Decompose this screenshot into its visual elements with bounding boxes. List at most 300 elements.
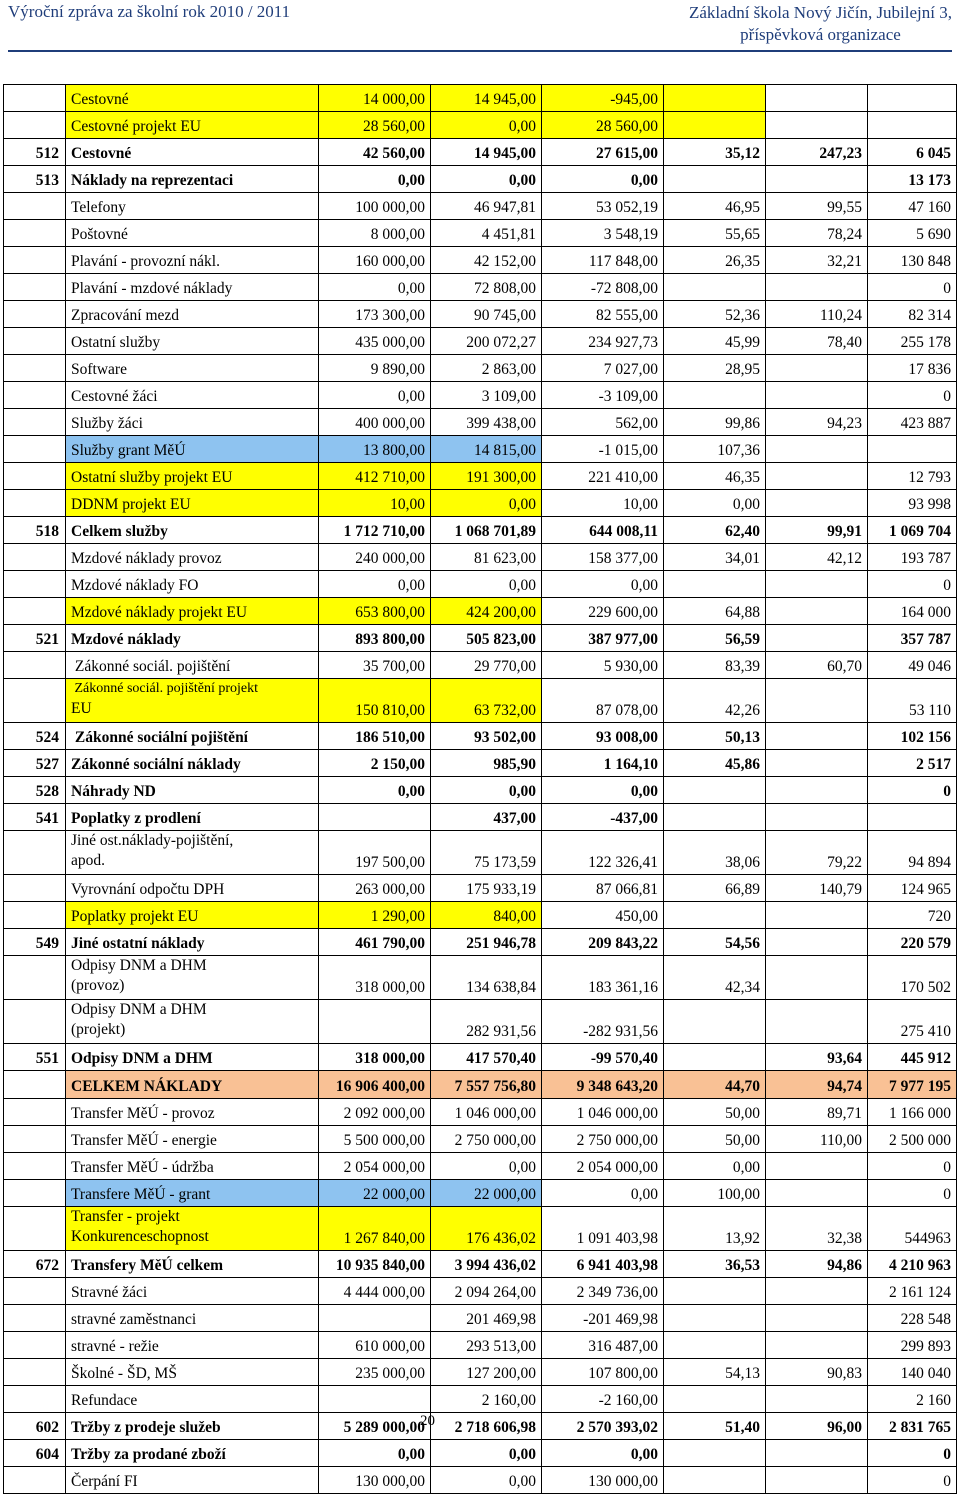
table-row <box>4 1278 957 1305</box>
value-cell-2: 134 638,84 <box>431 956 542 1000</box>
row-label-line: Jiné ostatní náklady <box>71 935 205 952</box>
value-cell-5: 79,22 <box>766 831 868 875</box>
table-row <box>4 598 957 625</box>
value-cell-6: 0 <box>868 274 957 301</box>
row-label-line: Transfere MěÚ - grant <box>71 1186 211 1203</box>
value-cell-5 <box>766 723 868 750</box>
value-cell-3: 87 078,00 <box>542 679 664 723</box>
value-cell-6: 2 831 765 <box>868 1413 957 1440</box>
value-cell-5 <box>766 750 868 777</box>
row-label-line: (projekt) <box>71 1021 126 1038</box>
row-label-line: Tržby z prodeje služeb <box>71 1419 221 1436</box>
table-row <box>4 1099 957 1126</box>
row-label-line: Jiné ost.náklady-pojištění, <box>71 832 234 849</box>
value-cell-6: 0 <box>868 382 957 409</box>
value-cell-2: 201 469,98 <box>431 1305 542 1332</box>
value-cell-4: 66,89 <box>664 875 766 902</box>
account-code <box>4 831 66 875</box>
value-cell-2: 90 745,00 <box>431 301 542 328</box>
value-cell-2: 0,00 <box>431 571 542 598</box>
value-cell-6: 2 160 <box>868 1386 957 1413</box>
row-label-line: Odpisy DNM a DHM <box>71 1001 207 1018</box>
value-cell-6: 93 998 <box>868 490 957 517</box>
value-cell-5: 247,23 <box>766 139 868 166</box>
table-row <box>4 1251 957 1278</box>
row-label-line: stravné zaměstnanci <box>71 1311 197 1328</box>
value-cell-3: 10,00 <box>542 490 664 517</box>
row-label <box>66 166 319 193</box>
row-label-line: Mzdové náklady FO <box>71 577 199 594</box>
value-cell-6: 170 502 <box>868 956 957 1000</box>
value-cell-4: 83,39 <box>664 652 766 679</box>
row-label <box>66 193 319 220</box>
value-cell-3: 221 410,00 <box>542 463 664 490</box>
value-cell-2: 985,90 <box>431 750 542 777</box>
value-cell-6: 130 848 <box>868 247 957 274</box>
table-row <box>4 301 957 328</box>
table-row <box>4 777 957 804</box>
value-cell-6: 0 <box>868 571 957 598</box>
value-cell-1: 197 500,00 <box>319 831 431 875</box>
page-header <box>0 0 960 54</box>
value-cell-6: 357 787 <box>868 625 957 652</box>
value-cell-1: 653 800,00 <box>319 598 431 625</box>
row-label <box>66 220 319 247</box>
table-row <box>4 1153 957 1180</box>
row-label-line: Mzdové náklady projekt EU <box>71 604 248 621</box>
value-cell-3: 0,00 <box>542 166 664 193</box>
value-cell-3: -437,00 <box>542 804 664 831</box>
value-cell-3: 183 361,16 <box>542 956 664 1000</box>
value-cell-4: 56,59 <box>664 625 766 652</box>
account-code <box>4 490 66 517</box>
value-cell-1: 22 000,00 <box>319 1180 431 1207</box>
value-cell-3: 0,00 <box>542 571 664 598</box>
account-code <box>4 544 66 571</box>
value-cell-3: -99 570,40 <box>542 1044 664 1071</box>
account-code <box>4 1332 66 1359</box>
value-cell-2: 2 160,00 <box>431 1386 542 1413</box>
value-cell-5: 140,79 <box>766 875 868 902</box>
value-cell-6: 94 894 <box>868 831 957 875</box>
account-code <box>4 328 66 355</box>
value-cell-6: 6 045 <box>868 139 957 166</box>
account-code <box>4 193 66 220</box>
row-label <box>66 247 319 274</box>
account-code: 513 <box>4 166 66 193</box>
value-cell-4 <box>664 382 766 409</box>
value-cell-5 <box>766 1153 868 1180</box>
value-cell-1: 2 054 000,00 <box>319 1153 431 1180</box>
value-cell-5 <box>766 777 868 804</box>
value-cell-2: 282 931,56 <box>431 1000 542 1044</box>
row-label <box>66 1332 319 1359</box>
value-cell-6: 47 160 <box>868 193 957 220</box>
account-code: 528 <box>4 777 66 804</box>
row-label-line: Školné - ŠD, MŠ <box>71 1365 177 1382</box>
value-cell-2: 0,00 <box>431 1153 542 1180</box>
value-cell-3: 93 008,00 <box>542 723 664 750</box>
account-code: 549 <box>4 929 66 956</box>
row-label <box>66 875 319 902</box>
value-cell-4 <box>664 166 766 193</box>
table-row <box>4 875 957 902</box>
table-row <box>4 85 957 112</box>
value-cell-5 <box>766 1305 868 1332</box>
value-cell-6: 445 912 <box>868 1044 957 1071</box>
value-cell-5 <box>766 1467 868 1494</box>
value-cell-1: 10 935 840,00 <box>319 1251 431 1278</box>
table-row <box>4 956 957 1000</box>
value-cell-1: 4 444 000,00 <box>319 1278 431 1305</box>
value-cell-3: 158 377,00 <box>542 544 664 571</box>
value-cell-1: 1 267 840,00 <box>319 1207 431 1251</box>
value-cell-3: 229 600,00 <box>542 598 664 625</box>
value-cell-4 <box>664 1044 766 1071</box>
value-cell-1: 610 000,00 <box>319 1332 431 1359</box>
account-code <box>4 1207 66 1251</box>
row-label <box>66 1278 319 1305</box>
value-cell-3: 387 977,00 <box>542 625 664 652</box>
value-cell-2: 75 173,59 <box>431 831 542 875</box>
table-row <box>4 804 957 831</box>
page-number: 20 <box>420 1413 435 1429</box>
value-cell-3: 3 548,19 <box>542 220 664 247</box>
value-cell-4 <box>664 1278 766 1305</box>
value-cell-2: 81 623,00 <box>431 544 542 571</box>
value-cell-4: 28,95 <box>664 355 766 382</box>
value-cell-6: 299 893 <box>868 1332 957 1359</box>
value-cell-4 <box>664 1467 766 1494</box>
value-cell-1: 240 000,00 <box>319 544 431 571</box>
row-label-line: Služby žáci <box>71 415 143 432</box>
row-label-line: Celkem služby <box>71 523 168 540</box>
row-label <box>66 1467 319 1494</box>
value-cell-3: 644 008,11 <box>542 517 664 544</box>
school-name-line2: příspěvková organizace <box>740 25 901 44</box>
value-cell-2: 505 823,00 <box>431 625 542 652</box>
value-cell-1: 0,00 <box>319 382 431 409</box>
value-cell-4: 100,00 <box>664 1180 766 1207</box>
value-cell-2: 0,00 <box>431 112 542 139</box>
value-cell-5: 78,40 <box>766 328 868 355</box>
value-cell-1: 100 000,00 <box>319 193 431 220</box>
value-cell-6: 255 178 <box>868 328 957 355</box>
value-cell-2: 127 200,00 <box>431 1359 542 1386</box>
account-code: 602 <box>4 1413 66 1440</box>
row-label <box>66 652 319 679</box>
value-cell-3: 2 570 393,02 <box>542 1413 664 1440</box>
value-cell-5 <box>766 436 868 463</box>
value-cell-4: 62,40 <box>664 517 766 544</box>
value-cell-2: 46 947,81 <box>431 193 542 220</box>
row-label-line: Zákonné sociál. pojištění projekt <box>71 681 259 696</box>
value-cell-2: 3 109,00 <box>431 382 542 409</box>
value-cell-1: 1 712 710,00 <box>319 517 431 544</box>
value-cell-4 <box>664 85 766 112</box>
row-label-line: Ostatní služby projekt EU <box>71 469 233 486</box>
value-cell-3: 0,00 <box>542 777 664 804</box>
value-cell-3: 2 054 000,00 <box>542 1153 664 1180</box>
value-cell-5 <box>766 929 868 956</box>
account-code: 672 <box>4 1251 66 1278</box>
value-cell-5: 32,21 <box>766 247 868 274</box>
value-cell-4 <box>664 804 766 831</box>
value-cell-3: 1 091 403,98 <box>542 1207 664 1251</box>
value-cell-4: 52,36 <box>664 301 766 328</box>
row-label-line: Mzdové náklady <box>71 631 181 648</box>
row-label-line: Konkurenceschopnost <box>71 1228 209 1245</box>
row-label-line: Odpisy DNM a DHM <box>71 1050 213 1067</box>
value-cell-6: 102 156 <box>868 723 957 750</box>
value-cell-4: 36,53 <box>664 1251 766 1278</box>
row-label-line: (provoz) <box>71 977 125 994</box>
value-cell-2: 14 945,00 <box>431 139 542 166</box>
row-label-line: DDNM projekt EU <box>71 496 191 513</box>
table-row <box>4 139 957 166</box>
value-cell-4: 34,01 <box>664 544 766 571</box>
account-code: 521 <box>4 625 66 652</box>
value-cell-1: 5 500 000,00 <box>319 1126 431 1153</box>
row-label-line: Plavání - mzdové náklady <box>71 280 233 297</box>
value-cell-3: 7 027,00 <box>542 355 664 382</box>
account-code <box>4 598 66 625</box>
value-cell-5 <box>766 1332 868 1359</box>
value-cell-1: 42 560,00 <box>319 139 431 166</box>
value-cell-6 <box>868 112 957 139</box>
account-code <box>4 355 66 382</box>
row-label <box>66 1386 319 1413</box>
value-cell-2: 840,00 <box>431 902 542 929</box>
value-cell-4: 54,56 <box>664 929 766 956</box>
value-cell-2: 14 945,00 <box>431 85 542 112</box>
value-cell-4: 99,86 <box>664 409 766 436</box>
value-cell-3: 1 164,10 <box>542 750 664 777</box>
value-cell-6: 7 977 195 <box>868 1071 957 1099</box>
value-cell-1: 2 150,00 <box>319 750 431 777</box>
row-label-line: Zákonné sociální náklady <box>71 756 241 773</box>
row-label <box>66 956 319 1000</box>
value-cell-5: 32,38 <box>766 1207 868 1251</box>
value-cell-2: 29 770,00 <box>431 652 542 679</box>
value-cell-4: 0,00 <box>664 490 766 517</box>
table-row <box>4 652 957 679</box>
value-cell-3: -282 931,56 <box>542 1000 664 1044</box>
row-label <box>66 598 319 625</box>
value-cell-2: 42 152,00 <box>431 247 542 274</box>
value-cell-1: 0,00 <box>319 274 431 301</box>
value-cell-6: 0 <box>868 777 957 804</box>
row-label <box>66 1126 319 1153</box>
value-cell-5 <box>766 112 868 139</box>
value-cell-5: 60,70 <box>766 652 868 679</box>
value-cell-6: 49 046 <box>868 652 957 679</box>
value-cell-5 <box>766 1000 868 1044</box>
value-cell-3: 27 615,00 <box>542 139 664 166</box>
value-cell-6: 2 517 <box>868 750 957 777</box>
row-label <box>66 625 319 652</box>
value-cell-5: 89,71 <box>766 1099 868 1126</box>
report-title: Výroční zpráva za školní rok 2010 / 2011 <box>8 2 291 21</box>
value-cell-5 <box>766 571 868 598</box>
value-cell-4: 46,95 <box>664 193 766 220</box>
row-label <box>66 301 319 328</box>
value-cell-5 <box>766 355 868 382</box>
table-row <box>4 1180 957 1207</box>
value-cell-1: 412 710,00 <box>319 463 431 490</box>
value-cell-4: 51,40 <box>664 1413 766 1440</box>
row-label <box>66 274 319 301</box>
value-cell-2: 2 718 606,98 <box>431 1413 542 1440</box>
row-label <box>66 804 319 831</box>
account-code <box>4 1071 66 1099</box>
value-cell-2: 2 094 264,00 <box>431 1278 542 1305</box>
account-code <box>4 85 66 112</box>
row-label <box>66 571 319 598</box>
value-cell-4: 107,36 <box>664 436 766 463</box>
value-cell-6: 0 <box>868 1467 957 1494</box>
account-code <box>4 652 66 679</box>
value-cell-6 <box>868 804 957 831</box>
value-cell-5: 78,24 <box>766 220 868 247</box>
table-row <box>4 463 957 490</box>
value-cell-4 <box>664 902 766 929</box>
table-row <box>4 1000 957 1044</box>
value-cell-3: 130 000,00 <box>542 1467 664 1494</box>
row-label <box>66 1180 319 1207</box>
account-code: 551 <box>4 1044 66 1071</box>
value-cell-6: 228 548 <box>868 1305 957 1332</box>
table-row <box>4 902 957 929</box>
value-cell-3: 28 560,00 <box>542 112 664 139</box>
value-cell-3: -201 469,98 <box>542 1305 664 1332</box>
value-cell-6: 720 <box>868 902 957 929</box>
value-cell-1 <box>319 1000 431 1044</box>
value-cell-2: 0,00 <box>431 166 542 193</box>
value-cell-5 <box>766 274 868 301</box>
value-cell-2: 14 815,00 <box>431 436 542 463</box>
value-cell-5 <box>766 490 868 517</box>
value-cell-3: 107 800,00 <box>542 1359 664 1386</box>
row-label <box>66 1153 319 1180</box>
table-row <box>4 571 957 598</box>
value-cell-1: 160 000,00 <box>319 247 431 274</box>
row-label <box>66 777 319 804</box>
value-cell-4: 42,34 <box>664 956 766 1000</box>
row-label <box>66 517 319 544</box>
row-label <box>66 490 319 517</box>
value-cell-1: 461 790,00 <box>319 929 431 956</box>
row-label-line: Transfer MěÚ - provoz <box>71 1105 215 1122</box>
value-cell-2: 22 000,00 <box>431 1180 542 1207</box>
value-cell-2: 0,00 <box>431 1467 542 1494</box>
value-cell-3: 6 941 403,98 <box>542 1251 664 1278</box>
value-cell-4 <box>664 1332 766 1359</box>
value-cell-1 <box>319 1386 431 1413</box>
row-label-line: Stravné žáci <box>71 1284 148 1301</box>
value-cell-1: 10,00 <box>319 490 431 517</box>
value-cell-6: 0 <box>868 1440 957 1467</box>
account-code <box>4 1467 66 1494</box>
account-code <box>4 220 66 247</box>
row-label <box>66 382 319 409</box>
value-cell-6: 82 314 <box>868 301 957 328</box>
account-code <box>4 301 66 328</box>
value-cell-1: 400 000,00 <box>319 409 431 436</box>
account-code <box>4 247 66 274</box>
table-row <box>4 831 957 875</box>
value-cell-1 <box>319 804 431 831</box>
table-row <box>4 166 957 193</box>
value-cell-4: 50,13 <box>664 723 766 750</box>
value-cell-3: 1 046 000,00 <box>542 1099 664 1126</box>
account-code <box>4 382 66 409</box>
row-label-line: Služby grant MěÚ <box>71 442 186 459</box>
account-code: 512 <box>4 139 66 166</box>
value-cell-4: 46,35 <box>664 463 766 490</box>
value-cell-4 <box>664 1386 766 1413</box>
value-cell-3: -2 160,00 <box>542 1386 664 1413</box>
value-cell-1: 14 000,00 <box>319 85 431 112</box>
row-label <box>66 1359 319 1386</box>
value-cell-4: 44,70 <box>664 1071 766 1099</box>
account-code <box>4 436 66 463</box>
value-cell-3: 234 927,73 <box>542 328 664 355</box>
value-cell-5 <box>766 956 868 1000</box>
value-cell-6: 2 500 000 <box>868 1126 957 1153</box>
account-code <box>4 1278 66 1305</box>
account-code <box>4 274 66 301</box>
row-label <box>66 112 319 139</box>
account-code <box>4 1000 66 1044</box>
table-row <box>4 1071 957 1099</box>
value-cell-4 <box>664 571 766 598</box>
value-cell-3: 450,00 <box>542 902 664 929</box>
row-label-line: Cestovné <box>71 145 132 162</box>
value-cell-6: 1 166 000 <box>868 1099 957 1126</box>
table-row <box>4 436 957 463</box>
value-cell-4 <box>664 777 766 804</box>
value-cell-4: 45,99 <box>664 328 766 355</box>
value-cell-6 <box>868 436 957 463</box>
table-row <box>4 274 957 301</box>
row-label-line: Tržby za prodané zboží <box>71 1446 226 1463</box>
budget-table-body <box>4 85 957 1494</box>
row-label <box>66 1099 319 1126</box>
value-cell-4 <box>664 274 766 301</box>
table-row <box>4 1386 957 1413</box>
table-row <box>4 409 957 436</box>
row-label-line: CELKEM NÁKLADY <box>71 1078 223 1095</box>
value-cell-5 <box>766 382 868 409</box>
value-cell-1: 8 000,00 <box>319 220 431 247</box>
value-cell-4: 54,13 <box>664 1359 766 1386</box>
row-label-line: Cestovné projekt EU <box>71 118 202 135</box>
row-label <box>66 1071 319 1099</box>
row-label-line: Zákonné sociál. pojištění <box>71 658 231 675</box>
value-cell-5: 42,12 <box>766 544 868 571</box>
value-cell-1: 5 289 000,00 <box>319 1413 431 1440</box>
value-cell-5 <box>766 85 868 112</box>
row-label <box>66 1251 319 1278</box>
table-row <box>4 247 957 274</box>
table-row <box>4 112 957 139</box>
value-cell-6: 5 690 <box>868 220 957 247</box>
table-row <box>4 723 957 750</box>
value-cell-1: 0,00 <box>319 571 431 598</box>
header-rule <box>8 50 952 52</box>
value-cell-5 <box>766 598 868 625</box>
